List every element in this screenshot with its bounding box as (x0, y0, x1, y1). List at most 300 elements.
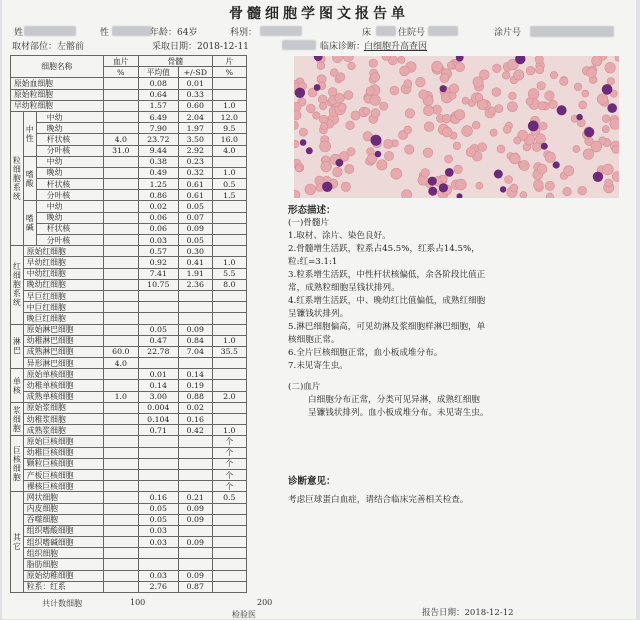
red-cell (421, 169, 430, 178)
cell-mean: 0.03 (138, 537, 178, 548)
nucleated-cell (306, 147, 313, 154)
cell-sd: 0.09 (178, 223, 212, 234)
cell-sd (178, 358, 212, 369)
red-cell (348, 62, 356, 70)
table-row (11, 179, 247, 190)
nucleated-cell (457, 193, 463, 198)
red-cell (583, 149, 593, 159)
cell-pct (212, 414, 246, 425)
nucleated-cell (445, 168, 454, 177)
cell-name: 内皮细胞 (23, 503, 103, 514)
cell-mean: 0.02 (138, 201, 178, 212)
cell-pct (212, 78, 246, 89)
nucleated-cell (439, 183, 448, 192)
cell-sd (178, 559, 212, 570)
cell-pct (212, 402, 246, 413)
red-cell (497, 145, 505, 153)
cell-sd (178, 313, 212, 324)
cell-name: 中幼 (36, 156, 103, 167)
cell-name: 颗粒巨核细胞 (23, 458, 103, 469)
cell-name: 组织嗜酸细胞 (23, 525, 103, 536)
cell-blood (103, 559, 138, 570)
cell-mean (138, 358, 178, 369)
cell-mean: 0.47 (138, 335, 178, 346)
red-cell (295, 165, 302, 172)
cell-sd: 7.04 (178, 346, 212, 357)
diagnosis-title: 诊断意见： (288, 476, 336, 487)
cell-blood: 31.0 (103, 145, 138, 156)
cell-mean (138, 559, 178, 570)
table-row (11, 100, 247, 111)
cell-pct: 个 (212, 436, 246, 447)
cell-name: 吞噬细胞 (23, 514, 103, 525)
cell-blood (103, 279, 138, 290)
cell-mean: 0.05 (138, 324, 178, 335)
table-row (11, 190, 247, 201)
diagnosis-panel (288, 475, 468, 507)
group-label: 粒细胞系统 (11, 111, 24, 245)
cell-pct: 0.5 (212, 179, 246, 190)
cell-mean (138, 290, 178, 301)
table-row (11, 313, 247, 324)
red-cell (578, 186, 587, 195)
table-row (11, 167, 247, 178)
red-cell (440, 175, 447, 182)
cell-name: 早幼红细胞 (23, 257, 103, 268)
cell-pct (212, 212, 246, 223)
red-cell (545, 181, 554, 190)
redacted-smear (530, 26, 614, 37)
cell-mean: 23.72 (138, 134, 178, 145)
cell-mean (138, 302, 178, 313)
cell-name: 杆状核 (36, 179, 103, 190)
red-cell (371, 73, 380, 82)
red-cell (416, 77, 426, 87)
cell-count-table (10, 55, 247, 593)
group-label: 单核 (11, 369, 24, 403)
red-cell (442, 114, 451, 123)
table-row (11, 525, 247, 536)
nucleated-cell (541, 143, 548, 150)
cell-pct (212, 559, 246, 570)
red-cell (384, 139, 393, 148)
cell-mean (138, 436, 178, 447)
cell-mean: 0.08 (138, 78, 178, 89)
red-cell (380, 102, 388, 110)
nucleated-cell (336, 159, 344, 167)
red-cell (453, 142, 461, 150)
cell-sd: 0.16 (178, 414, 212, 425)
cell-pct (212, 302, 246, 313)
cell-blood (103, 402, 138, 413)
cell-pct: 4.0 (212, 145, 246, 156)
red-cell (510, 184, 518, 192)
red-cell (549, 100, 558, 109)
red-cell (574, 83, 582, 91)
cell-name: 杆状核 (36, 223, 103, 234)
red-cell (424, 122, 434, 132)
subgroup-label: 嗜碱 (23, 201, 36, 246)
table-row (11, 425, 247, 436)
cell-sd: 0.09 (178, 324, 212, 335)
table-row (11, 581, 247, 592)
table-row (11, 469, 247, 480)
table-row (11, 436, 247, 447)
cell-mean (138, 447, 178, 458)
cell-pct (212, 358, 246, 369)
cell-blood (103, 514, 138, 525)
red-cell (537, 82, 545, 90)
cell-mean: 0.01 (138, 369, 178, 380)
table-row (11, 257, 247, 268)
col-name-header: 细胞名称 (11, 56, 104, 78)
red-cell (346, 121, 355, 130)
cell-sd: 2.92 (178, 145, 212, 156)
cell-mean: 9.44 (138, 145, 178, 156)
red-cell (545, 152, 555, 162)
cell-sd: 0.84 (178, 335, 212, 346)
cell-sd (178, 436, 212, 447)
red-cell (610, 118, 619, 129)
cell-mean: 0.06 (138, 223, 178, 234)
red-cell (526, 66, 535, 75)
cell-name: 幼稚淋巴细胞 (23, 335, 103, 346)
col-sd-header: +/-SD (178, 67, 212, 78)
cell-name: 脂肪细胞 (23, 559, 103, 570)
red-cell (455, 62, 464, 71)
cell-pct: 个 (212, 458, 246, 469)
table-row (11, 481, 247, 492)
table-row (11, 358, 247, 369)
cell-pct (212, 246, 246, 257)
table-row (11, 156, 247, 167)
blood-findings (288, 394, 488, 420)
cell-pct: 1.0 (212, 335, 246, 346)
cell-sd: 0.42 (178, 425, 212, 436)
cell-name: 中幼红细胞 (23, 268, 103, 279)
cell-name: 分叶核 (36, 235, 103, 246)
cell-blood (103, 111, 138, 122)
cell-pct (212, 525, 246, 536)
red-cell (294, 102, 301, 111)
cell-blood (103, 100, 138, 111)
table-row (11, 201, 247, 212)
red-cell (321, 161, 332, 172)
col-pct-header: % (103, 67, 138, 78)
clinical-dx: 白细胞升高查因 (364, 42, 428, 52)
cell-pct (212, 156, 246, 167)
red-cell (587, 68, 597, 78)
red-cell (371, 109, 380, 118)
cell-blood (103, 447, 138, 458)
red-cell (424, 105, 434, 115)
redacted-field (282, 40, 316, 50)
cell-sd: 0.09 (178, 537, 212, 548)
nucleated-cell (371, 135, 382, 146)
red-cell (319, 102, 326, 109)
cell-sd (178, 469, 212, 480)
cell-pct: 16.0 (212, 134, 246, 145)
redacted-sex (112, 26, 152, 36)
marrow-finding-line: 核细胞正常。 (288, 335, 340, 345)
cell-sd: 0.02 (178, 402, 212, 413)
cell-name: 晚幼 (36, 167, 103, 178)
red-cell (539, 122, 547, 130)
cell-mean: 0.05 (138, 514, 178, 525)
cell-mean: 2.76 (138, 581, 178, 592)
red-cell (440, 74, 449, 83)
table-row (11, 559, 247, 570)
nucleated-cell (584, 127, 594, 137)
cell-sd: 0.05 (178, 235, 212, 246)
cell-pct: 1.0 (212, 425, 246, 436)
cell-sd: 0.88 (178, 391, 212, 402)
red-cell (363, 108, 370, 115)
red-cell (475, 94, 483, 102)
cell-name: 网状细胞 (23, 492, 103, 503)
cell-pct: 1.0 (212, 167, 246, 178)
cell-sd: 0.09 (178, 514, 212, 525)
admission-label: 住院号 (398, 28, 426, 38)
sample-site: 取材部位：左髂前 (12, 42, 85, 52)
red-cell (545, 91, 555, 101)
cell-mean: 1.25 (138, 179, 178, 190)
cell-name: 杆状核 (36, 134, 103, 145)
red-cell (454, 165, 463, 174)
cell-mean: 7.90 (138, 123, 178, 134)
red-cell (605, 63, 615, 73)
cell-pct (212, 581, 246, 592)
collect-date: 采取日期：2018-12-11 (152, 42, 249, 52)
cell-name: 分叶核 (36, 145, 103, 156)
cell-blood (103, 425, 138, 436)
group-label: 淋巴 (11, 324, 24, 369)
cell-pct: 1.0 (212, 100, 246, 111)
cell-sd: 0.01 (178, 78, 212, 89)
red-cell (370, 95, 381, 106)
cell-pct (212, 548, 246, 559)
red-cell (615, 56, 619, 62)
red-cell (597, 94, 608, 105)
red-cell (377, 160, 387, 170)
cell-pct (212, 369, 246, 380)
nucleated-cell (557, 105, 567, 115)
cell-pct (212, 313, 246, 324)
cell-sd: 3.50 (178, 134, 212, 145)
red-cell (495, 105, 503, 113)
cell-blood: 4.0 (103, 358, 138, 369)
cell-blood (103, 537, 138, 548)
cell-mean: 3.00 (138, 391, 178, 402)
table-row (11, 78, 247, 89)
cell-sd: 0.60 (178, 100, 212, 111)
cell-sd (178, 525, 212, 536)
cell-sd (178, 302, 212, 313)
total-blood: 100 (130, 598, 146, 607)
red-cell (306, 104, 315, 113)
col-blood-header: 血片 (103, 56, 138, 67)
blood-finding-line: 呈镰钱状排列。血小板成堆分布。未见寄生虫。 (308, 408, 489, 418)
table-row (11, 380, 247, 391)
col-smear-header: 片 (212, 56, 246, 67)
red-cell (442, 127, 452, 137)
table-row (11, 414, 247, 425)
cell-blood (103, 548, 138, 559)
cell-name: 原始幼稚细胞 (23, 570, 103, 581)
cell-name: 幼稚浆细胞 (23, 414, 103, 425)
redacted-admission (428, 26, 458, 36)
cell-mean: 0.49 (138, 167, 178, 178)
cell-pct: 8.0 (212, 279, 246, 290)
cell-sd: 0.09 (178, 570, 212, 581)
red-cell (341, 182, 350, 191)
cell-blood (103, 414, 138, 425)
cell-mean: 0.38 (138, 156, 178, 167)
cell-blood (103, 324, 138, 335)
name-label: 姓 (14, 28, 24, 38)
cell-pct (212, 89, 246, 100)
table-row (11, 246, 247, 257)
cell-name: 晚巨红细胞 (23, 313, 103, 324)
sex-label: 性 (100, 28, 110, 38)
redacted-name (24, 26, 76, 36)
table-row (11, 324, 247, 335)
marrow-findings (288, 230, 488, 373)
red-cell (391, 168, 402, 179)
smear-label: 涂片号 (494, 28, 522, 38)
cell-sd: 0.32 (178, 167, 212, 178)
cell-mean: 0.64 (138, 89, 178, 100)
cell-sd: 0.33 (178, 89, 212, 100)
red-cell (423, 148, 433, 158)
diagnosis-text: 考虑巨球蛋白血症，请结合临床完善相关检查。 (288, 495, 469, 505)
cell-mean: 10.75 (138, 279, 178, 290)
cell-blood (103, 235, 138, 246)
cell-name: 原始单核细胞 (23, 369, 103, 380)
cell-blood (103, 481, 138, 492)
red-cell (520, 192, 527, 199)
red-cell (476, 182, 483, 189)
cell-pct: 35.5 (212, 346, 246, 357)
red-cell (462, 97, 469, 104)
table-row (11, 447, 247, 458)
red-cell (344, 91, 353, 100)
col-pct2-header: % (212, 67, 246, 78)
cell-name: 早幼粒细胞 (11, 100, 104, 111)
cell-pct (212, 503, 246, 514)
table-row (11, 279, 247, 290)
cell-blood (103, 335, 138, 346)
subgroup-label: 中性 (23, 111, 36, 156)
cell-blood (103, 123, 138, 134)
red-cell (404, 126, 412, 134)
nucleated-cell (528, 121, 539, 132)
red-cell (466, 148, 475, 157)
table-row (11, 402, 247, 413)
cell-sd: 2.04 (178, 111, 212, 122)
red-cell (294, 140, 299, 147)
red-cell (398, 56, 405, 63)
cell-name: 粒系：红系 (23, 581, 103, 592)
red-cell (369, 59, 377, 67)
red-cell (313, 112, 320, 119)
red-cell (299, 128, 307, 136)
findings-panel (288, 204, 488, 420)
red-cell (550, 71, 557, 78)
marrow-finding-line: 3.粒系增生活跃，中性杆状核偏低，余各阶段比值正 (288, 270, 486, 280)
cell-name: 中幼 (36, 111, 103, 122)
nucleated-cell (576, 114, 582, 120)
nucleated-cell (500, 186, 506, 192)
cell-name: 组织嗜碱细胞 (23, 537, 103, 548)
marrow-finding-line: 5.淋巴细胞偏高，可见幼淋及浆细胞样淋巴细胞，单 (288, 322, 486, 332)
table-row (11, 346, 247, 357)
cell-sd: 0.07 (178, 212, 212, 223)
red-cell (320, 141, 331, 152)
cell-sd (178, 481, 212, 492)
cell-sd: 2.36 (178, 279, 212, 290)
cell-mean: 0.86 (138, 190, 178, 201)
cell-sd: 0.61 (178, 179, 212, 190)
cell-name: 分叶核 (36, 190, 103, 201)
micrograph-image (294, 56, 619, 198)
bone-marrow-micrograph (294, 56, 619, 198)
table-row (11, 111, 247, 122)
total-label: 共计数细胞 (42, 599, 82, 608)
cell-blood (103, 268, 138, 279)
cell-blood (103, 201, 138, 212)
table-row (11, 335, 247, 346)
cell-mean: 0.03 (138, 570, 178, 581)
red-cell (405, 109, 415, 119)
marrow-heading: (一)骨髓片 (288, 218, 330, 228)
checker-label: 检验医 (232, 610, 256, 619)
report-date: 报告日期：2018-12-12 (422, 608, 514, 618)
table-row (11, 302, 247, 313)
cell-mean: 0.06 (138, 212, 178, 223)
red-cell (347, 148, 355, 156)
red-cell (472, 121, 480, 129)
red-cell (602, 126, 609, 133)
cell-name: 裸核巨核细胞 (23, 481, 103, 492)
red-cell (449, 84, 459, 94)
group-label: 巨核细胞 (11, 436, 24, 492)
red-cell (612, 172, 619, 182)
red-cell (535, 56, 543, 64)
cell-sd: 0.23 (178, 156, 212, 167)
red-cell (514, 70, 524, 80)
cell-pct: 1.0 (212, 257, 246, 268)
findings-title: 形态描述： (288, 205, 336, 216)
nucleated-cell (314, 84, 321, 91)
cell-pct (212, 235, 246, 246)
cell-mean: 0.05 (138, 503, 178, 514)
red-cell (419, 90, 428, 99)
redacted-bed (376, 26, 396, 36)
cell-mean (138, 458, 178, 469)
table-header-row-1 (11, 56, 247, 67)
table-row (11, 134, 247, 145)
cell-name: 组织细胞 (23, 548, 103, 559)
cell-blood (103, 156, 138, 167)
nucleated-cell (602, 84, 613, 95)
red-cell (449, 92, 456, 99)
cell-blood (103, 246, 138, 257)
cell-mean: 0.57 (138, 246, 178, 257)
cell-sd: 0.09 (178, 503, 212, 514)
cell-blood: 1.0 (103, 391, 138, 402)
cell-pct: 个 (212, 481, 246, 492)
